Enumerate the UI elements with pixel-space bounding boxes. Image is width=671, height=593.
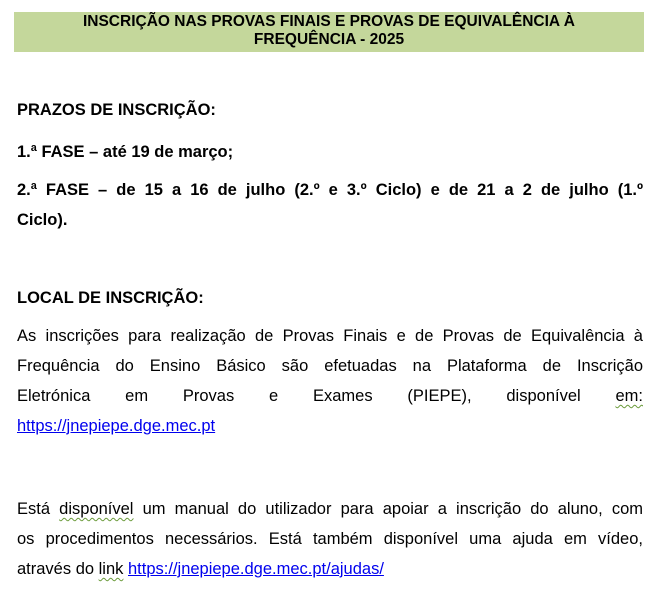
phase-2-deadline: [17, 175, 643, 235]
piepe-link[interactable]: https://jnepiepe.dge.mec.pt: [17, 417, 216, 435]
title-line-1: INSCRIÇÃO NAS PROVAS FINAIS E PROVAS DE EQUIVALÊNCIA À: [82, 13, 576, 30]
location-line-3-word: em:: [615, 387, 643, 405]
location-line-4: [17, 411, 643, 441]
location-paragraph: [17, 321, 643, 441]
title-line-2: FREQUÊNCIA - 2025: [253, 31, 405, 48]
phase-1-deadline: 1.ª FASE – até 19 de março;: [17, 143, 234, 161]
manual-line-2: os procedimentos necessários. Está também disponível uma ajuda em vídeo,: [17, 530, 643, 548]
location-line-3: [17, 381, 643, 411]
phase-2-line-1: 2.ª FASE – de 15 a 16 de julho (2.º e 3.º Ciclo) e de 21 a 2 de julho (1.º: [17, 181, 643, 199]
manual-line-1-prefix: Está: [17, 500, 51, 518]
manual-line-3-prefix: através do: [17, 560, 95, 578]
title-banner: [14, 12, 644, 52]
location-heading: LOCAL DE INSCRIÇÃO:: [17, 289, 204, 307]
manual-line-1-rest: um manual do utilizador para apoiar a inscrição do aluno, com: [142, 500, 643, 518]
phase-2-line-2: Ciclo).: [17, 211, 68, 229]
location-line-1: As inscrições para realização de Provas Finais e de Provas de Equivalência à: [17, 327, 643, 345]
manual-line-3-marked: link: [98, 560, 124, 578]
deadlines-heading: PRAZOS DE INSCRIÇÃO:: [17, 101, 216, 119]
location-line-2: Frequência do Ensino Básico são efetuadas na Plataforma de Inscrição: [17, 357, 643, 375]
manual-paragraph: [17, 494, 643, 584]
location-line-3-text: Eletrónica em Provas e Exames (PIEPE), disponível: [17, 387, 581, 405]
manual-line-1: [17, 494, 643, 524]
help-link[interactable]: https://jnepiepe.dge.mec.pt/ajudas/: [128, 560, 384, 578]
manual-line-1-marked: disponível: [59, 500, 134, 518]
manual-line-3: [17, 554, 643, 584]
